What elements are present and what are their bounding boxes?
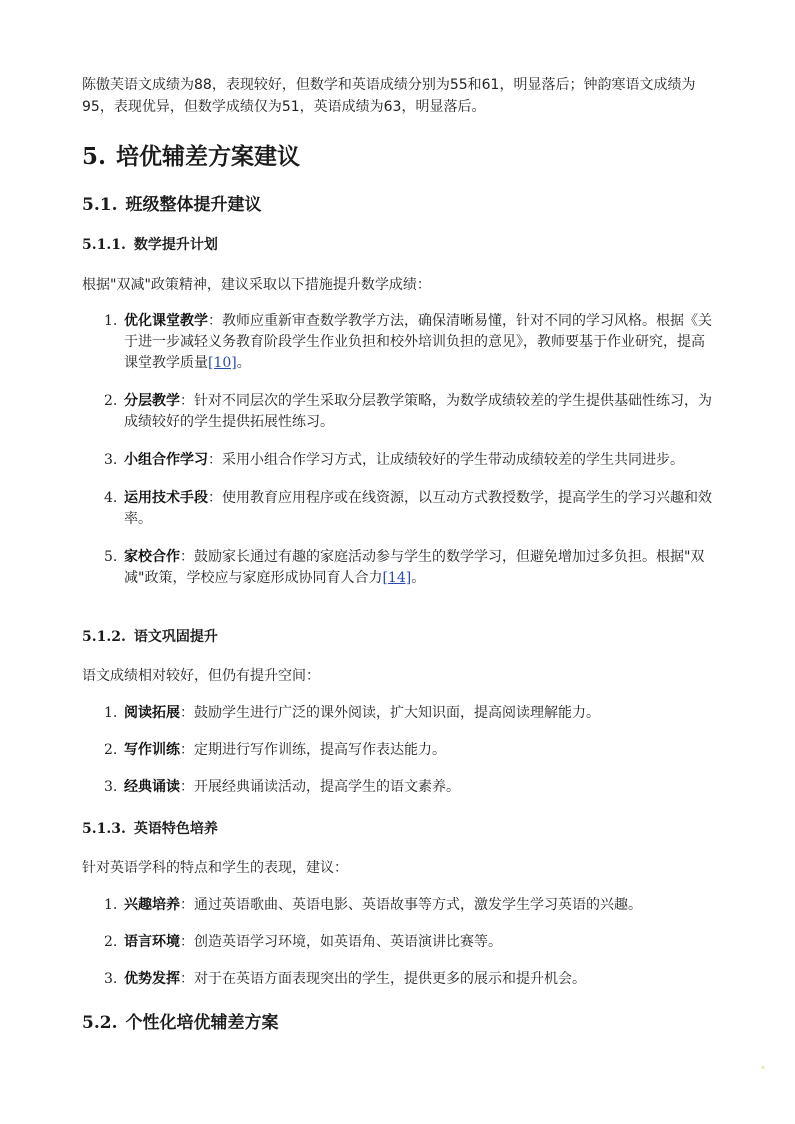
section-number: 5.1.1. xyxy=(82,237,126,253)
list-index: 3. xyxy=(104,779,118,795)
list-item xyxy=(82,488,714,530)
list-text: ：对于在英语方面表现突出的学生，提供更多的展示和提升机会。 xyxy=(180,971,586,987)
list-text: ：针对不同层次的学生采取分层教学策略，为数学成绩较差的学生提供基础性练习，为成绩较好的学生提供拓展性练习。 xyxy=(124,393,712,430)
list-item xyxy=(82,311,714,374)
list-term: 经典诵读 xyxy=(124,779,180,795)
list-term: 小组合作学习 xyxy=(124,452,208,468)
list-index: 4. xyxy=(104,490,118,506)
list-term: 写作训练 xyxy=(124,742,180,758)
list-text: ：开展经典诵读活动，提高学生的语文素养。 xyxy=(180,779,460,795)
list-text: ：鼓励学生进行广泛的课外阅读，扩大知识面，提高阅读理解能力。 xyxy=(180,705,600,721)
section-number: 5. xyxy=(82,143,107,170)
list-item xyxy=(82,895,714,916)
chinese-lead-paragraph: 语文成绩相对较好，但仍有提升空间： xyxy=(82,668,320,684)
list-term: 语言环境 xyxy=(124,934,180,950)
list-index: 1. xyxy=(104,705,118,721)
decorative-mark: • xyxy=(760,1063,766,1074)
list-index: 3. xyxy=(104,971,118,987)
list-index: 3. xyxy=(104,452,118,468)
math-measures-list xyxy=(82,311,714,589)
section-title: 个性化培优辅差方案 xyxy=(125,1013,279,1033)
list-text: ：通过英语歌曲、英语电影、英语故事等方式，激发学生学习英语的兴趣。 xyxy=(180,897,642,913)
section-5-1-2-heading xyxy=(82,626,218,646)
list-term: 运用技术手段 xyxy=(124,490,208,506)
section-number: 5.1. xyxy=(82,195,118,215)
section-5-heading xyxy=(82,138,300,171)
section-title: 培优辅差方案建议 xyxy=(116,143,301,170)
list-index: 2. xyxy=(104,393,118,409)
math-lead-paragraph: 根据"双减"政策精神，建议采取以下措施提升数学成绩： xyxy=(82,277,431,293)
section-title: 英语特色培养 xyxy=(133,821,218,837)
list-index: 1. xyxy=(104,897,118,913)
section-5-2-heading xyxy=(82,1008,279,1033)
chinese-measures-list xyxy=(82,703,714,798)
english-lead-paragraph: 针对英语学科的特点和学生的表现，建议： xyxy=(82,860,348,876)
list-term: 分层教学 xyxy=(124,393,180,409)
section-5-1-1-heading xyxy=(82,234,218,254)
list-item xyxy=(82,547,714,589)
list-item xyxy=(82,450,714,471)
list-index: 1. xyxy=(104,313,118,329)
list-text: ：鼓励家长通过有趣的家庭活动参与学生的数学学习，但避免增加过多负担。根据"双减"政策，学校应与家庭形成协同育人合力 xyxy=(124,549,705,586)
list-item xyxy=(82,932,714,953)
list-item xyxy=(82,777,714,798)
list-text: ：教师应重新审查数学教学方法，确保清晰易懂，针对不同的学习风格。根据《关于进一步减轻义务教育阶段学生作业负担和校外培训负担的意见》，教师要基于作业研究，提高课堂教学质量 xyxy=(124,313,712,371)
list-text: ：采用小组合作学习方式，让成绩较好的学生带动成绩较差的学生共同进步。 xyxy=(208,452,684,468)
section-number: 5.2. xyxy=(82,1013,118,1033)
section-number: 5.1.2. xyxy=(82,629,126,645)
intro-paragraph: 陈傲芙语文成绩为88，表现较好，但数学和英语成绩分别为55和61，明显落后；钟韵寒语文成绩为95，表现优异，但数学成绩仅为51，英语成绩为63，明显落后。 xyxy=(82,77,696,115)
section-title: 语文巩固提升 xyxy=(133,629,218,645)
list-text: ：使用教育应用程序或在线资源，以互动方式教授数学，提高学生的学习兴趣和效率。 xyxy=(124,490,712,527)
list-item xyxy=(82,740,714,761)
list-tail: 。 xyxy=(411,570,426,586)
section-5-1-3-heading xyxy=(82,818,218,838)
list-term: 优化课堂教学 xyxy=(124,313,208,329)
list-index: 2. xyxy=(104,934,118,950)
list-term: 家校合作 xyxy=(124,549,180,565)
list-index: 2. xyxy=(104,742,118,758)
list-term: 优势发挥 xyxy=(124,971,180,987)
list-tail: 。 xyxy=(236,355,251,371)
list-index: 5. xyxy=(104,549,118,565)
list-text: ：创造英语学习环境，如英语角、英语演讲比赛等。 xyxy=(180,934,502,950)
citation-link[interactable]: [14] xyxy=(382,570,412,586)
english-measures-list xyxy=(82,895,714,990)
section-5-1-heading xyxy=(82,190,262,215)
section-title: 数学提升计划 xyxy=(133,237,218,253)
list-term: 兴趣培养 xyxy=(124,897,180,913)
list-item xyxy=(82,703,714,724)
list-item xyxy=(82,391,714,433)
section-number: 5.1.3. xyxy=(82,821,126,837)
list-term: 阅读拓展 xyxy=(124,705,180,721)
section-title: 班级整体提升建议 xyxy=(125,195,262,215)
list-item xyxy=(82,969,714,990)
list-text: ：定期进行写作训练，提高写作表达能力。 xyxy=(180,742,446,758)
citation-link[interactable]: [10] xyxy=(208,355,237,371)
